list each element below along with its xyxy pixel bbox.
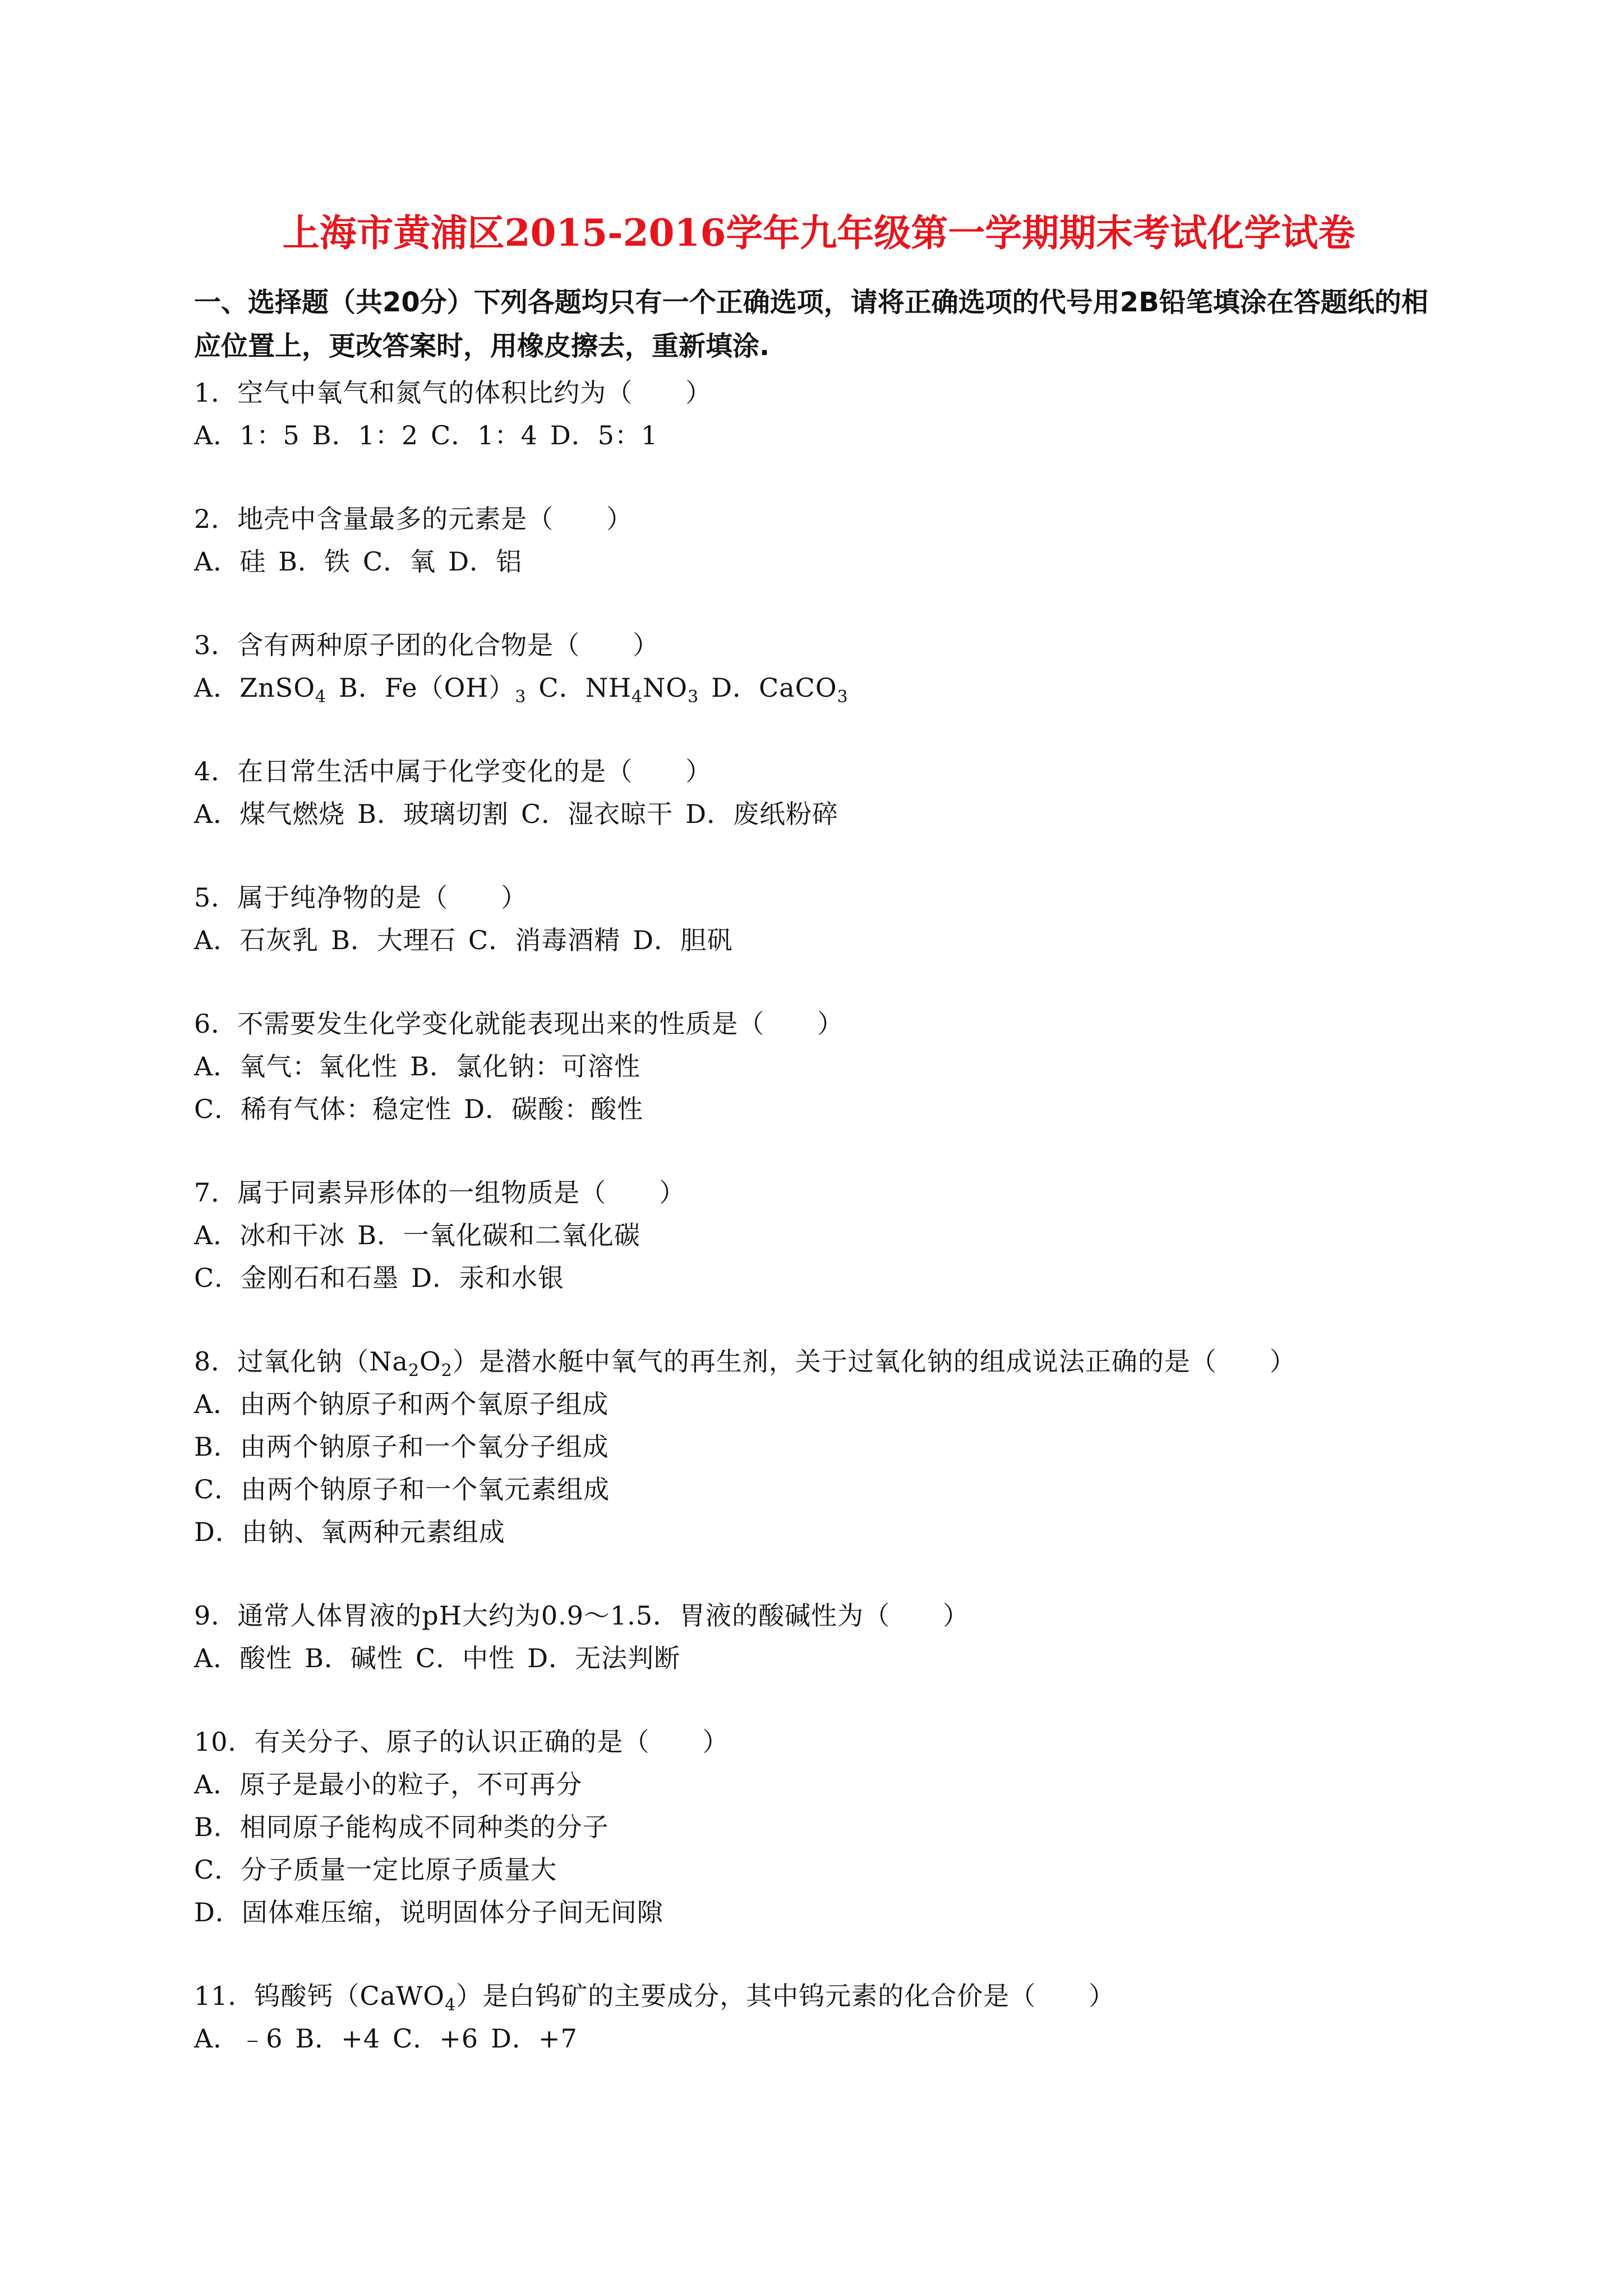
question-stem: 7．属于同素异形体的一组物质是（ ） — [194, 1177, 686, 1208]
answer-option: D．+7 — [491, 2023, 578, 2054]
question-3 — [194, 624, 1444, 709]
option-line — [194, 1637, 1444, 1680]
option-line — [194, 1214, 1444, 1257]
option-line — [194, 1425, 1444, 1468]
answer-option: D．汞和水银 — [411, 1263, 565, 1293]
answer-option: C．1：4 — [431, 420, 538, 450]
answer-option: D．废纸粉碎 — [685, 799, 839, 829]
answer-option: A．冰和干冰 — [194, 1220, 345, 1250]
question-stem: 8．过氧化钠$(Na_2O_2)$是潜水艇中氧气的再生剂，关于过氧化钠的组成说法正确的是（ ） — [194, 1346, 1296, 1381]
option-line — [194, 2017, 1444, 2060]
option-line — [194, 1468, 1444, 1511]
answer-option: D．碳酸：酸性 — [464, 1094, 644, 1124]
answer-option: C．由两个钠原子和一个氧元素组成 — [194, 1474, 610, 1504]
question-stem: 6．不需要发生化学变化就能表现出来的性质是（ ） — [194, 1009, 844, 1039]
answer-option: C．消毒酒精 — [468, 925, 621, 955]
answer-option: A．原子是最小的粒子，不可再分 — [194, 1769, 583, 1800]
option-line — [194, 414, 1444, 457]
option-line — [194, 1848, 1444, 1891]
question-1 — [194, 371, 1444, 457]
answer-option: D．CaCO$_3$ — [711, 673, 849, 707]
answer-option: D．5：1 — [550, 420, 658, 450]
option-line — [194, 793, 1444, 835]
answer-option: B．$Fe(OH)_3$ — [339, 673, 527, 707]
answer-option: B．由两个钠原子和一个氧分子组成 — [194, 1432, 609, 1462]
answer-option: D．由钠、氧两种元素组成 — [194, 1517, 505, 1547]
question-7 — [194, 1171, 1444, 1299]
option-line — [194, 1045, 1444, 1088]
answer-option: A．硅 — [194, 546, 266, 577]
question-stem: 11．钨酸钙（CaWO$_4$）是白钨矿的主要成分，其中钨元素的化合价是（ ） — [194, 1981, 1115, 2016]
question-4 — [194, 750, 1444, 835]
question-stem: 3．含有两种原子团的化合物是（ ） — [194, 630, 660, 660]
question-stem: 1．空气中氧气和氮气的体积比约为（ ） — [194, 378, 712, 408]
answer-option: D．胆矾 — [633, 925, 734, 955]
answer-option: B．一氧化碳和二氧化碳 — [357, 1220, 641, 1250]
answer-option: C．湿衣晾干 — [521, 799, 674, 829]
answer-option: C．分子质量一定比原子质量大 — [194, 1855, 557, 1885]
answer-option: B．玻璃切割 — [357, 799, 509, 829]
question-9 — [194, 1594, 1444, 1680]
answer-option: C．+6 — [393, 2023, 479, 2054]
answer-option: B．氯化钠：可溶性 — [410, 1051, 641, 1082]
question-11 — [194, 1975, 1444, 2060]
option-line — [194, 1257, 1444, 1299]
answer-option: C．氧 — [363, 546, 436, 577]
option-line — [194, 1806, 1444, 1848]
question-10 — [194, 1720, 1444, 1934]
answer-option: B．铁 — [278, 546, 351, 577]
section-instructions: 一、选择题（共20分）下列各题均只有一个正确选项，请将正确选项的代号用2B铅笔填涂在答题纸的相应位置上，更改答案时，用橡皮擦去，重新填涂. — [194, 287, 1428, 362]
question-6 — [194, 1002, 1444, 1130]
question-stem: 10．有关分子、原子的认识正确的是（ ） — [194, 1727, 729, 1757]
answer-option: B．+4 — [295, 2023, 381, 2054]
answer-option: B．碱性 — [305, 1643, 404, 1673]
answer-option: A．氧气：氧化性 — [194, 1051, 398, 1082]
option-line — [194, 540, 1444, 583]
answer-option: B．相同原子能构成不同种类的分子 — [194, 1812, 609, 1842]
answer-option: D．固体难压缩，说明固体分子间无间隙 — [194, 1897, 663, 1927]
answer-option: C．稀有气体：稳定性 — [194, 1094, 452, 1124]
answer-option: A．ZnSO$_4$ — [194, 673, 327, 707]
answer-option: C．中性 — [416, 1643, 515, 1673]
question-stem: 4．在日常生活中属于化学变化的是（ ） — [194, 756, 712, 786]
answer-option: D．铝 — [448, 546, 523, 577]
exam-title: 上海市黄浦区2015-2016学年九年级第一学期期末考试化学试卷 — [282, 211, 1355, 255]
option-line — [194, 1891, 1444, 1934]
answer-option: B．1：2 — [312, 420, 419, 450]
question-8 — [194, 1340, 1444, 1553]
answer-option: A．石灰乳 — [194, 925, 319, 955]
answer-option: C．金刚石和石墨 — [194, 1263, 399, 1293]
answer-option: D．无法判断 — [527, 1643, 681, 1673]
answer-option: B．大理石 — [331, 925, 457, 955]
answer-option: A．酸性 — [194, 1643, 293, 1673]
question-stem: 2．地壳中含量最多的元素是（ ） — [194, 504, 633, 534]
option-line — [194, 1763, 1444, 1806]
option-line — [194, 1511, 1444, 1553]
option-line — [194, 1088, 1444, 1130]
answer-option: A．﹣6 — [194, 2023, 283, 2054]
answer-option: A．1：5 — [194, 420, 300, 450]
question-stem: 9．通常人体胃液的pH大约为0.9～1.5．胃液的酸碱性为（ ） — [194, 1600, 970, 1631]
option-line — [194, 919, 1444, 961]
option-line — [194, 1383, 1444, 1425]
question-stem: 5．属于纯净物的是（ ） — [194, 882, 528, 913]
option-line — [194, 666, 1444, 709]
answer-option: C．$NH_4NO_3$ — [538, 673, 699, 707]
question-list — [194, 371, 1444, 2060]
question-5 — [194, 876, 1444, 961]
question-2 — [194, 498, 1444, 583]
answer-option: A．由两个钠原子和两个氧原子组成 — [194, 1389, 609, 1419]
answer-option: A．煤气燃烧 — [194, 799, 345, 829]
